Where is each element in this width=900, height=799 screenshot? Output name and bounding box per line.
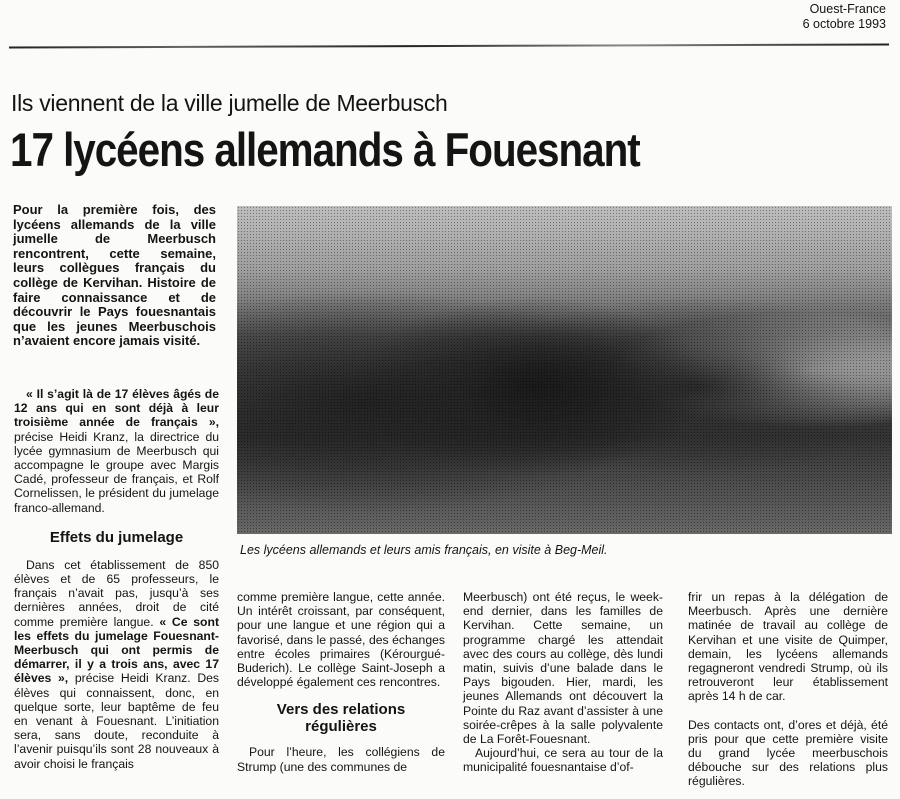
- photo-caption: Les lycéens allemands et leurs amis français, en visite à Beg-Meil.: [240, 543, 608, 557]
- paragraph-4-start: Pour l’heure, les collégiens de Strump (une des communes de: [237, 745, 445, 774]
- column-4: [688, 590, 888, 789]
- column-3: [463, 590, 663, 775]
- group-photo: [237, 206, 892, 534]
- subhead-relations: Vers des relations régulières: [276, 701, 406, 736]
- paragraph-2: Dans cet établissement de 850 élèves et de 65 professeurs, le français n’avait pas, jusqu’à ses dernières années, droit de cité comme première langue. « Ce sont les effets du jumelage Fouesnant-Meerbusch qui ont permis de démarrer, il y a trois ans, avec 17 élèves », précise Heidi Kranz. Des élèves qui connaissent, donc, en quelque sorte, leur baptême de feu en venant à Fouesnant. L’initiation sera, sans doute, reconduite à l’avenir puisqu’ils sont 28 nouveaux à avoir choisi le français: [14, 557, 219, 771]
- publication-name: Ouest-France: [809, 2, 886, 16]
- paragraph-6: Des contacts ont, d’ores et déjà, été pris pour que cette première visite du grand lycée meerbuschois débouche sur des relations plus régulières.: [688, 717, 888, 789]
- article-lede: Pour la première fois, des lycéens allemands de la ville jumelle de Meerbusch rencontrent, cette semaine, leurs collègues français du collège de Kervihan. Histoire de faire connaissance et de découvrir le Pays fouesnantais que les jeunes Meerbuschois n’avaient encore jamais visité.: [13, 202, 216, 349]
- paragraph-1: « Il s’agit là de 17 élèves âgés de 12 ans qui en sont déjà à leur troisième année de français », précise Heidi Kranz, la directrice du lycée gymnasium de Meerbusch qui accompagne le groupe avec Margis Cadé, professeur de français, et Rolf Cornelissen, le président du jumelage franco-allemand.: [14, 387, 219, 515]
- publication-date: 6 octobre 1993: [802, 17, 886, 31]
- paragraph-4-cont: Meerbusch) ont été reçus, le week-end dernier, dans les familles de Kervihan. Cette semaine, un programme chargé les attendait avec des cours au collège, dès lundi matin, suivis d’une balade dans le Pays bigouden. Hier, mardi, les jeunes Allemands ont découvert la Pointe du Raz avant d’assister à une soirée-crêpes à la salle polyvalente de La Forêt-Fouesnant.: [463, 590, 663, 747]
- subhead-effets: Effets du jumelage: [49, 528, 184, 546]
- paragraph-5-start: Aujourd’hui, ce sera au tour de la municipalité fouesnantaise d’of-: [463, 746, 663, 775]
- header-rule: [9, 43, 889, 48]
- masthead: [803, 2, 886, 32]
- article-kicker: Ils viennent de la ville jumelle de Meerbusch: [11, 90, 448, 116]
- article-headline: 17 lycéens allemands à Fouesnant: [10, 123, 640, 176]
- paragraph-5-cont: frir un repas à la délégation de Meerbusch. Après une dernière matinée de travail au collège de Kervihan et une visite de Quimper, demain, les lycéens allemands regagneront vendredi Strump, où ils retrouveront leur établissement après 14 h de car.: [688, 590, 888, 704]
- column-1: [14, 387, 219, 771]
- paragraph-3: comme première langue, cette année. Un intérêt croissant, par conséquent, pour une langue et une région qui a favorisé, dans le passé, des échanges entre écoles primaires (Kérourgué-Buderich). Le collège Saint-Joseph a développé également ces rencontres.: [237, 590, 445, 690]
- column-2: [237, 590, 445, 774]
